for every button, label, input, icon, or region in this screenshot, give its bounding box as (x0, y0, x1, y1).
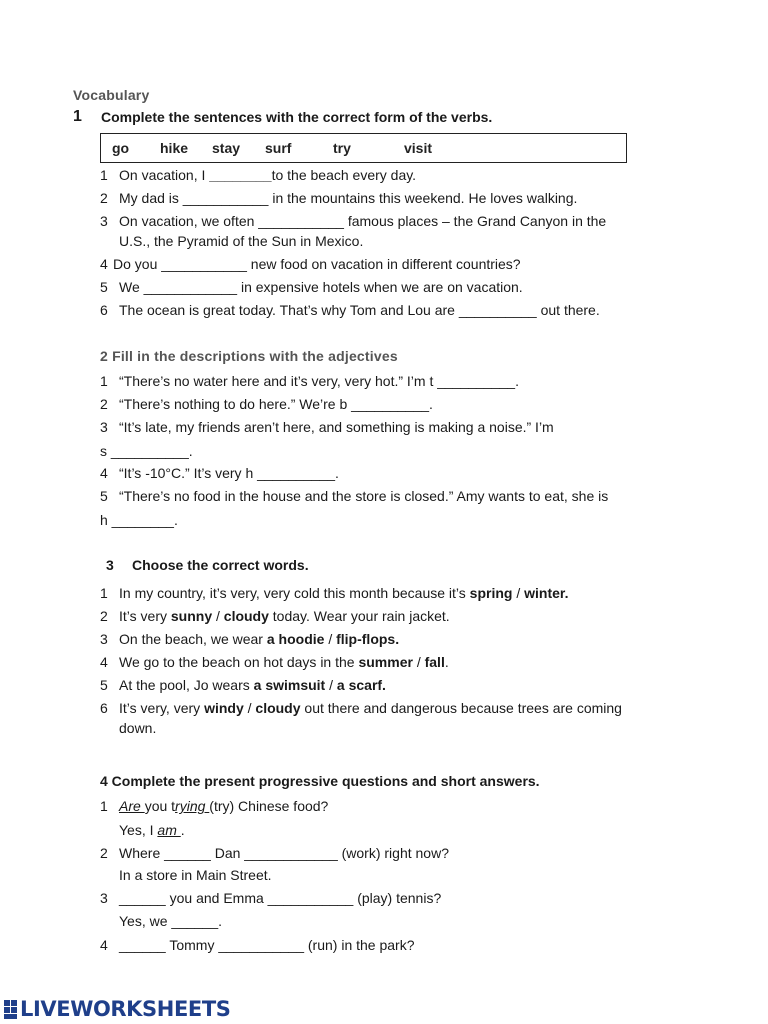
ex3-separator: / (325, 677, 337, 693)
ex4-question-1 (119, 798, 328, 814)
ex4-item-number: 4 (100, 937, 108, 953)
ex3-option-b[interactable]: cloudy (255, 700, 301, 716)
ex4-answer-1 (119, 822, 185, 838)
ex4-a1-text: Yes, I (119, 822, 158, 838)
ex2-item-number: 2 (100, 396, 108, 412)
ex2-item-4: “It’s -10°C.” It’s very h __________. (119, 465, 339, 481)
ex3-option-b[interactable]: cloudy (223, 608, 269, 624)
ex1-item-4: Do you ___________ new food on vacation in different countries? (113, 256, 521, 272)
ex3-item-text: At the pool, Jo wears (119, 677, 254, 693)
ex3-item-3 (119, 631, 399, 647)
ex1-item-2: My dad is ___________ in the mountains this weekend. He loves walking. (119, 190, 578, 206)
ex4-answer-2: In a store in Main Street. (119, 867, 272, 883)
ex3-item-5 (119, 677, 386, 693)
ex1-item-number: 1 (100, 167, 108, 183)
logo-text: LIVEWORKSHEETS (20, 997, 231, 1021)
ex1-item-number: 3 (100, 213, 108, 229)
exercise-4-instruction: 4 Complete the present progressive questions and short answers. (100, 773, 540, 789)
ex1-item-1-text: On vacation, I (119, 167, 210, 183)
ex2-item-number: 4 (100, 465, 108, 481)
ex3-item-2 (119, 608, 450, 624)
ex2-item-1: “There’s no water here and it’s very, very hot.” I’m t __________. (119, 373, 519, 389)
word-box-item: visit (404, 140, 433, 156)
ex2-item-2: “There’s nothing to do here.” We’re b __________. (119, 396, 433, 412)
ex1-item-5: We ____________ in expensive hotels when we are on vacation. (119, 279, 523, 295)
ex1-item-1 (119, 167, 416, 183)
exercise-1-instruction: Complete the sentences with the correct form of the verbs. (101, 109, 493, 125)
ex2-item-5-line-2: h ________. (100, 512, 178, 528)
ex4-answer-3: Yes, we ______. (119, 913, 223, 929)
ex1-item-6: The ocean is great today. That’s why Tom and Lou are __________ out there. (119, 302, 600, 318)
ex4-item-number: 1 (100, 798, 108, 814)
word-box-item: try (333, 140, 351, 156)
ex3-item-4 (119, 654, 449, 670)
word-box-item: hike (160, 140, 189, 156)
ex3-item-number: 2 (100, 608, 108, 624)
ex3-option-b[interactable]: winter. (524, 585, 569, 601)
ex3-item-text-end: . (444, 654, 449, 670)
ex3-item-text: It’s very, very (119, 700, 205, 716)
word-box-item: surf (265, 140, 292, 156)
word-box-item: stay (212, 140, 241, 156)
ex4-a1-text-end: . (180, 822, 185, 838)
ex2-item-number: 5 (100, 488, 108, 504)
ex4-item-number: 3 (100, 890, 108, 906)
ex4-item-number: 2 (100, 845, 108, 861)
ex4-q1-text: you t (144, 798, 176, 814)
ex1-item-number: 4 (100, 256, 108, 272)
ex3-item-number: 5 (100, 677, 108, 693)
ex3-item-text-end: out there and dangerous because trees are coming (300, 700, 622, 716)
ex3-item-number: 3 (100, 631, 108, 647)
ex1-item-1-text-end: to the beach every day. (271, 167, 417, 183)
ex3-option-a[interactable]: a hoodie (266, 631, 325, 647)
exercise-1-number: 1 (73, 108, 82, 125)
ex3-item-6-line-2: down. (119, 720, 157, 736)
ex4-q1-text-end: (try) Chinese food? (209, 798, 329, 814)
ex3-item-number: 6 (100, 700, 108, 716)
ex3-item-text: In my country, it’s very, very cold this month because it’s (119, 585, 470, 601)
word-box-item: go (112, 140, 130, 156)
exercise-3-instruction: Choose the correct words. (132, 557, 309, 573)
ex3-item-1 (119, 585, 568, 601)
ex1-item-3: On vacation, we often ___________ famous places – the Grand Canyon in the (119, 213, 607, 229)
ex3-option-a[interactable]: windy (204, 700, 244, 716)
ex3-item-6 (119, 700, 622, 716)
word-box (100, 133, 627, 163)
ex3-separator: / (212, 608, 224, 624)
ex3-item-number: 1 (100, 585, 108, 601)
ex2-item-5: “There’s no food in the house and the store is closed.” Amy wants to eat, she is (119, 488, 609, 504)
ex3-item-text-end: today. Wear your rain jacket. (268, 608, 450, 624)
ex4-question-2: Where ______ Dan ____________ (work) right now? (119, 845, 449, 861)
ex1-item-3-line-2: U.S., the Pyramid of the Sun in Mexico. (119, 233, 364, 249)
ex2-item-number: 1 (100, 373, 108, 389)
exercise-3-number: 3 (106, 557, 114, 573)
ex3-item-text: On the beach, we wear (119, 631, 267, 647)
ex4-a1-answer: am (157, 822, 181, 838)
ex3-item-text: It’s very (119, 608, 171, 624)
ex3-option-a[interactable]: spring (469, 585, 513, 601)
ex3-separator: / (243, 700, 256, 716)
ex3-option-a[interactable]: sunny (170, 608, 213, 624)
ex1-item-number: 5 (100, 279, 108, 295)
section-title: Vocabulary (73, 87, 150, 103)
logo-mark-icon (4, 998, 18, 1020)
ex3-separator: / (412, 654, 425, 670)
ex3-option-a[interactable]: a swimsuit (253, 677, 326, 693)
ex3-option-a[interactable]: summer (358, 654, 413, 670)
ex3-option-b[interactable]: flip-flops. (336, 631, 400, 647)
ex3-item-number: 4 (100, 654, 108, 670)
ex3-separator: / (512, 585, 525, 601)
ex3-option-b[interactable]: a scarf. (336, 677, 386, 693)
ex1-item-1-blank[interactable]: ________ (209, 167, 272, 183)
ex4-q1-answer-verb: rying (175, 798, 210, 814)
ex2-item-3: “It’s late, my friends aren’t here, and something is making a noise.” I’m (119, 419, 554, 435)
ex3-option-b[interactable]: fall (424, 654, 445, 670)
ex4-question-3: ______ you and Emma ___________ (play) tennis? (119, 890, 442, 906)
ex1-item-number: 2 (100, 190, 108, 206)
ex2-item-number: 3 (100, 419, 108, 435)
ex3-item-text: We go to the beach on hot days in the (119, 654, 359, 670)
ex3-separator: / (324, 631, 337, 647)
ex4-q1-answer-aux: Are (119, 798, 145, 814)
ex2-item-3-line-2: s __________. (100, 443, 193, 459)
ex4-question-4: ______ Tommy ___________ (run) in the park? (119, 937, 415, 953)
ex1-item-number: 6 (100, 302, 108, 318)
exercise-2-instruction: 2 Fill in the descriptions with the adjectives (100, 348, 398, 364)
